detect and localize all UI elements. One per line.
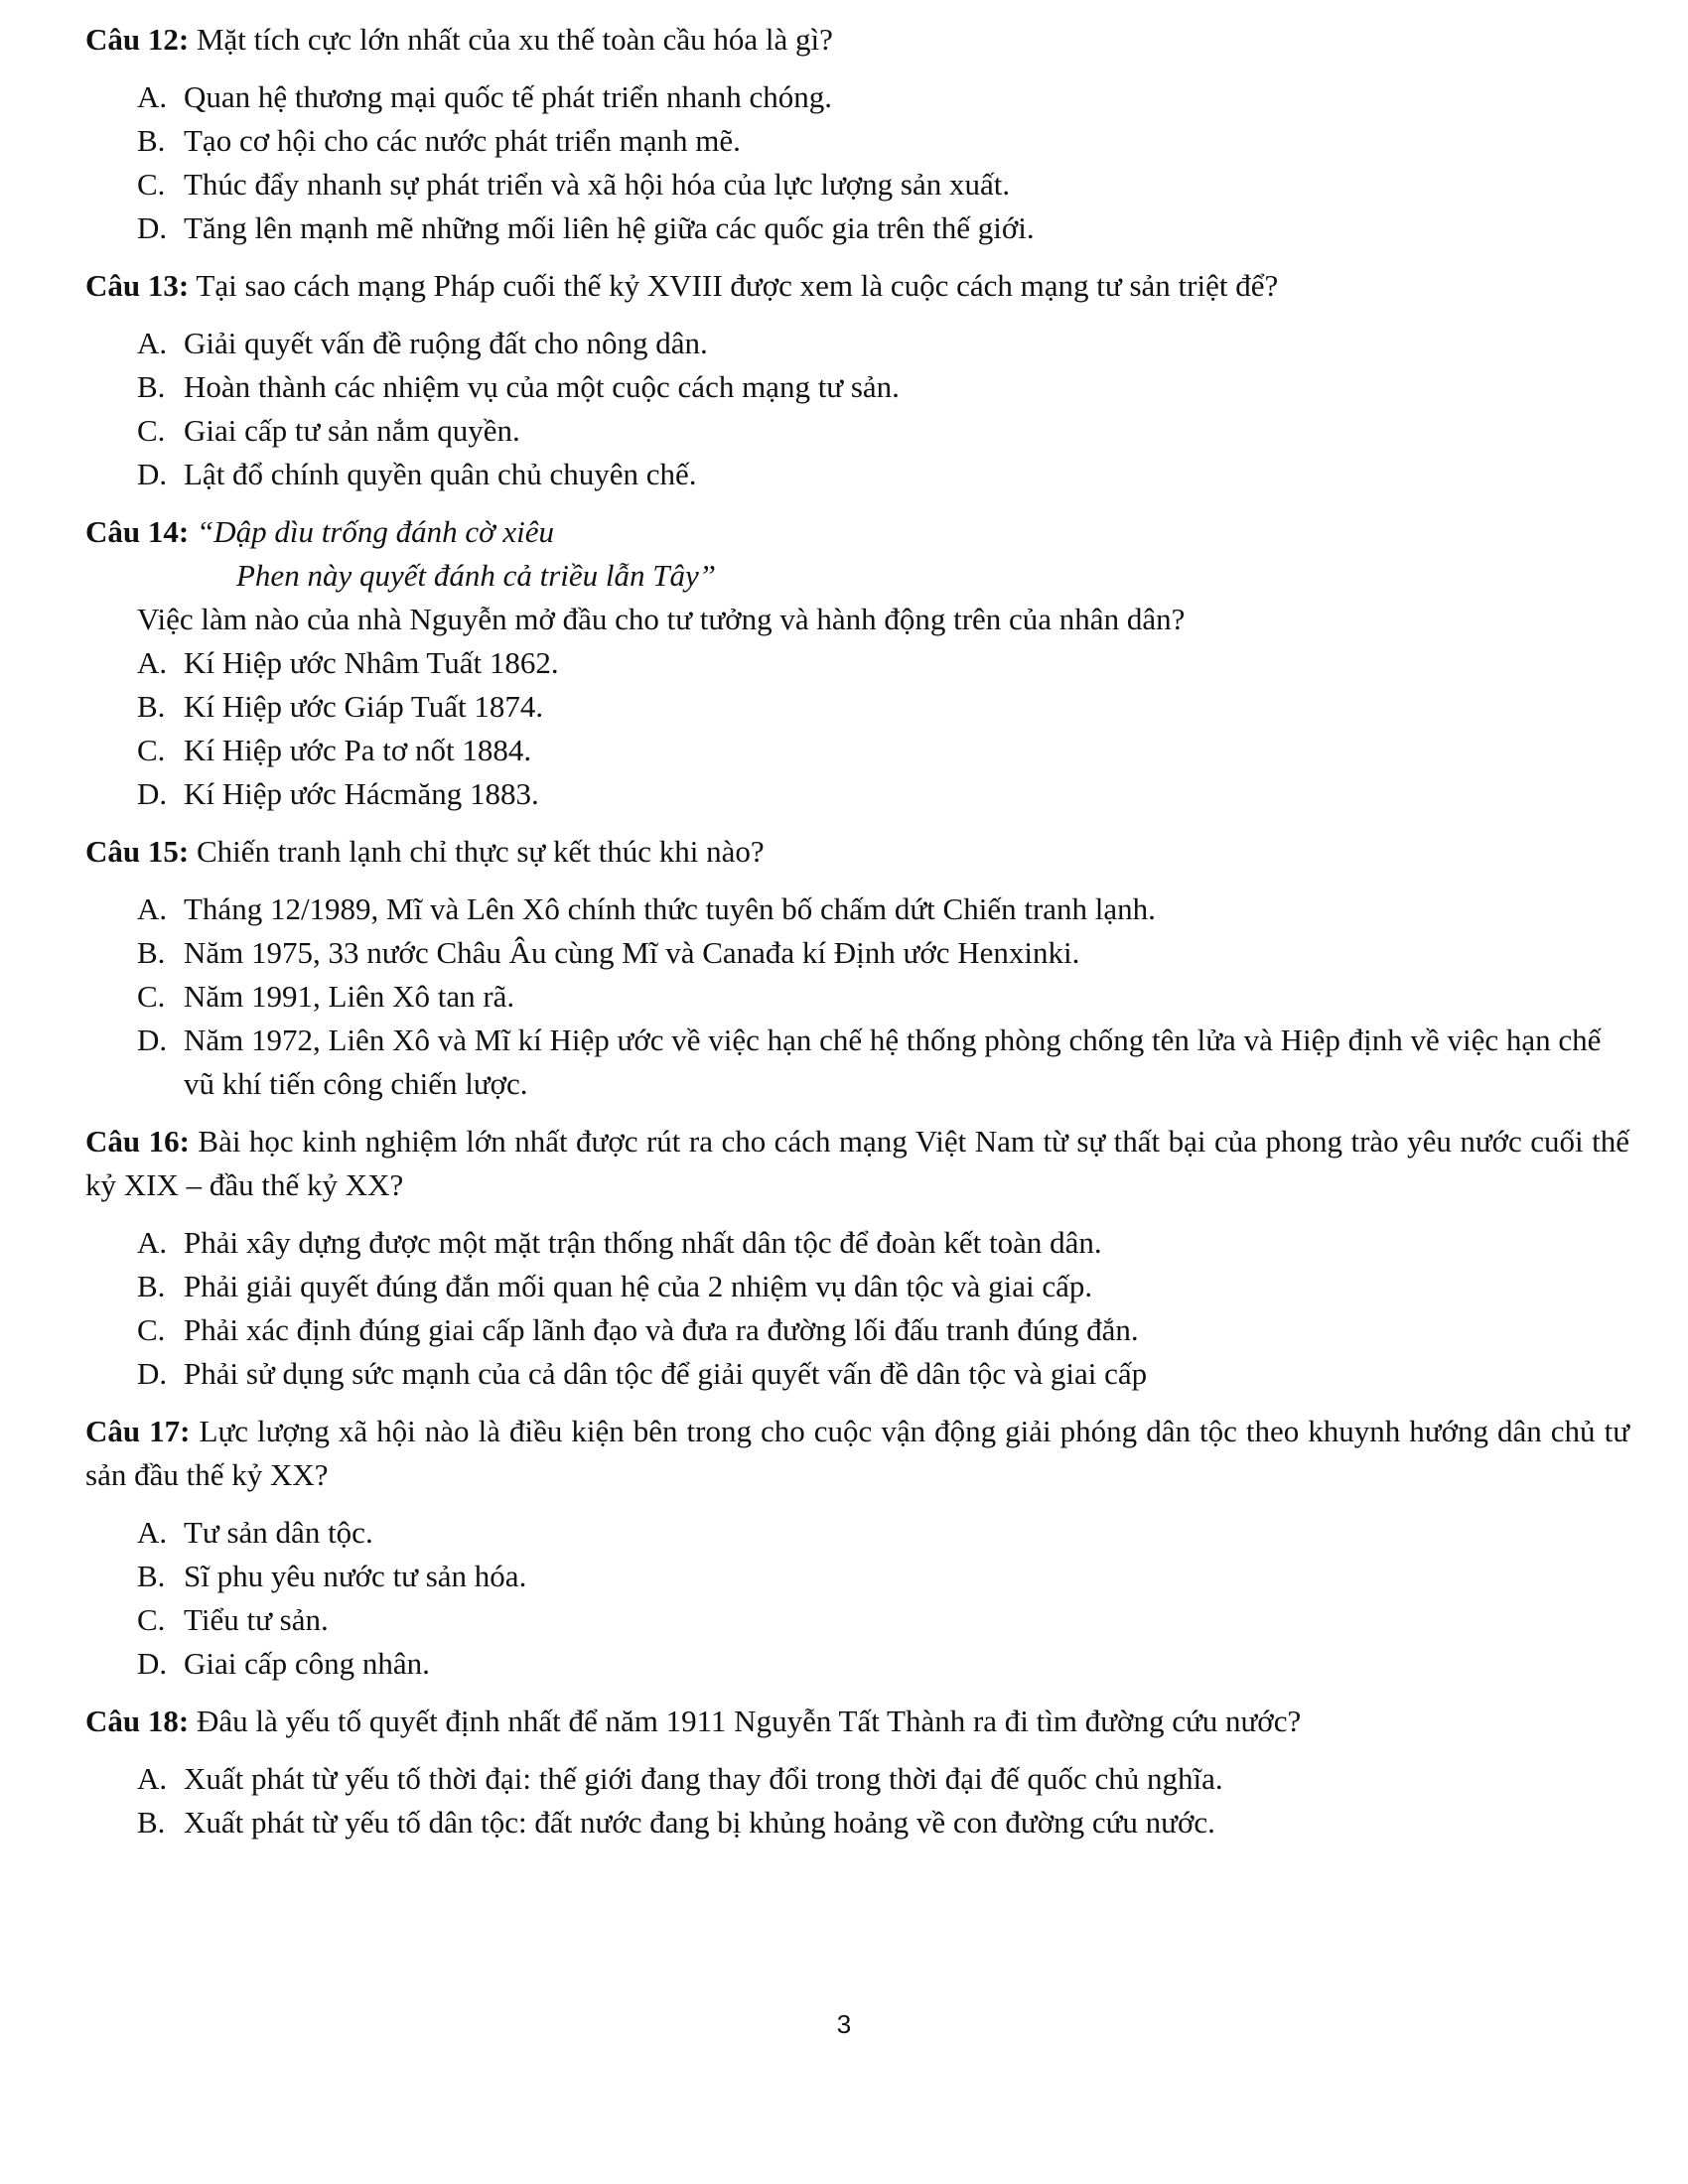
option-text: Tạo cơ hội cho các nước phát triển mạnh mẽ. — [184, 123, 741, 158]
option-a — [85, 1757, 1629, 1801]
option-letter: D. — [137, 1023, 168, 1057]
question-number: Câu 17: — [85, 1414, 191, 1448]
question-number: Câu 15: — [85, 834, 190, 869]
option-text: Năm 1991, Liên Xô tan rã. — [184, 979, 515, 1014]
option-letter: C. — [137, 167, 166, 202]
option-d — [85, 1642, 1629, 1686]
option-list — [85, 1757, 1629, 1844]
option-letter: A. — [137, 1225, 168, 1260]
question-stem — [85, 1120, 1629, 1207]
option-text: Xuất phát từ yếu tố thời đại: thế giới đang thay đổi trong thời đại đế quốc chủ nghĩa. — [184, 1761, 1223, 1796]
option-a — [85, 887, 1629, 931]
option-text: Kí Hiệp ước Hácmăng 1883. — [184, 776, 539, 811]
question-text: Lực lượng xã hội nào là điều kiện bên trong cho cuộc vận động giải phóng dân tộc theo khuynh hướng dân chủ tư sản đầu thế kỷ XX? — [85, 1414, 1630, 1492]
option-letter: D. — [137, 1646, 168, 1681]
option-text: Năm 1972, Liên Xô và Mĩ kí Hiệp ước về việc hạn chế hệ thống phòng chống tên lửa và Hiệp định về việc hạn chế vũ khí tiến công chiến lược. — [184, 1023, 1602, 1101]
question-stem — [85, 1700, 1629, 1743]
option-text: Phải xây dựng được một mặt trận thống nhất dân tộc để đoàn kết toàn dân. — [184, 1225, 1102, 1260]
option-b — [85, 1265, 1629, 1308]
option-a — [85, 641, 1629, 685]
question-text: Bài học kinh nghiệm lớn nhất được rút ra cho cách mạng Việt Nam từ sự thất bại của phong trào yêu nước cuối thế kỷ XIX – đầu thế kỷ XX? — [85, 1124, 1630, 1202]
option-text: Giải quyết vấn đề ruộng đất cho nông dân. — [184, 326, 708, 360]
question-14 — [85, 510, 1629, 816]
option-d — [85, 1352, 1629, 1396]
question-18 — [85, 1700, 1629, 1844]
option-b — [85, 685, 1629, 729]
option-list — [85, 641, 1629, 816]
option-text: Phải xác định đúng giai cấp lãnh đạo và đưa ra đường lối đấu tranh đúng đắn. — [184, 1312, 1139, 1347]
option-text: Tư sản dân tộc. — [184, 1515, 373, 1550]
poem-line-2: Phen này quyết đánh cả triều lẫn Tây” — [236, 558, 716, 593]
option-text: Quan hệ thương mại quốc tế phát triển nhanh chóng. — [184, 79, 833, 114]
option-c — [85, 729, 1629, 772]
option-text: Năm 1975, 33 nước Châu Âu cùng Mĩ và Canađa kí Định ước Henxinki. — [184, 935, 1080, 970]
option-letter: D. — [137, 457, 168, 491]
question-15 — [85, 830, 1629, 1106]
option-list — [85, 322, 1629, 496]
option-letter: B. — [137, 1559, 166, 1593]
option-d — [85, 453, 1629, 496]
question-number: Câu 14: — [85, 514, 190, 549]
option-text: Tiểu tư sản. — [184, 1602, 329, 1637]
option-a — [85, 1221, 1629, 1265]
option-letter: A. — [137, 79, 168, 114]
option-letter: B. — [137, 935, 166, 970]
option-text: Tháng 12/1989, Mĩ và Lên Xô chính thức tuyên bố chấm dứt Chiến tranh lạnh. — [184, 891, 1156, 926]
question-stem — [85, 1410, 1629, 1497]
question-text: Việc làm nào của nhà Nguyễn mở đầu cho tư tưởng và hành động trên của nhân dân? — [137, 602, 1186, 636]
option-letter: D. — [137, 210, 168, 245]
option-b — [85, 365, 1629, 409]
option-list — [85, 75, 1629, 250]
question-13 — [85, 264, 1629, 496]
option-b — [85, 931, 1629, 975]
option-d — [85, 1019, 1629, 1106]
option-c — [85, 1308, 1629, 1352]
question-stem — [85, 264, 1629, 308]
option-text: Kí Hiệp ước Nhâm Tuất 1862. — [184, 645, 559, 680]
option-text: Xuất phát từ yếu tố dân tộc: đất nước đang bị khủng hoảng về con đường cứu nước. — [184, 1805, 1215, 1840]
option-text: Hoàn thành các nhiệm vụ của một cuộc cách mạng tư sản. — [184, 369, 900, 404]
page-number: 3 — [836, 2009, 852, 2039]
option-list — [85, 887, 1629, 1106]
option-letter: D. — [137, 776, 168, 811]
option-text: Kí Hiệp ước Giáp Tuất 1874. — [184, 689, 544, 724]
option-text: Lật đổ chính quyền quân chủ chuyên chế. — [184, 457, 697, 491]
question-number: Câu 13: — [85, 268, 190, 303]
option-letter: B. — [137, 369, 166, 404]
option-letter: B. — [137, 123, 166, 158]
option-list — [85, 1221, 1629, 1396]
option-text: Phải giải quyết đúng đắn mối quan hệ của 2 nhiệm vụ dân tộc và giai cấp. — [184, 1269, 1093, 1303]
option-b — [85, 1555, 1629, 1598]
option-letter: B. — [137, 1805, 166, 1840]
option-letter: B. — [137, 1269, 166, 1303]
option-c — [85, 409, 1629, 453]
question-text: Mặt tích cực lớn nhất của xu thế toàn cầu hóa là gì? — [189, 22, 833, 57]
option-b — [85, 119, 1629, 163]
option-c — [85, 1598, 1629, 1642]
option-text: Phải sử dụng sức mạnh của cả dân tộc để giải quyết vấn đề dân tộc và giai cấp — [184, 1356, 1148, 1391]
question-17 — [85, 1410, 1629, 1686]
question-number: Câu 18: — [85, 1704, 190, 1738]
option-letter: A. — [137, 645, 168, 680]
option-letter: C. — [137, 733, 166, 767]
question-text: Tại sao cách mạng Pháp cuối thế kỷ XVIII được xem là cuộc cách mạng tư sản triệt để? — [189, 268, 1279, 303]
option-a — [85, 75, 1629, 119]
exam-page — [85, 18, 1629, 1858]
option-list — [85, 1511, 1629, 1686]
option-letter: A. — [137, 1761, 168, 1796]
question-12 — [85, 18, 1629, 250]
option-text: Kí Hiệp ước Pa tơ nốt 1884. — [184, 733, 532, 767]
option-letter: D. — [137, 1356, 168, 1391]
poem-line-1: “Dập dìu trống đánh cờ xiêu — [189, 514, 555, 549]
question-number: Câu 16: — [85, 1124, 190, 1159]
option-text: Sĩ phu yêu nước tư sản hóa. — [184, 1559, 527, 1593]
option-letter: C. — [137, 413, 166, 448]
option-letter: C. — [137, 979, 166, 1014]
option-text: Thúc đẩy nhanh sự phát triển và xã hội hóa của lực lượng sản xuất. — [184, 167, 1011, 202]
question-16 — [85, 1120, 1629, 1396]
option-text: Giai cấp tư sản nắm quyền. — [184, 413, 520, 448]
option-a — [85, 1511, 1629, 1555]
option-text: Tăng lên mạnh mẽ những mối liên hệ giữa các quốc gia trên thế giới. — [184, 210, 1035, 245]
option-letter: A. — [137, 326, 168, 360]
option-letter: C. — [137, 1602, 166, 1637]
option-text: Giai cấp công nhân. — [184, 1646, 430, 1681]
question-stem — [85, 18, 1629, 62]
question-text: Chiến tranh lạnh chỉ thực sự kết thúc khi nào? — [189, 834, 765, 869]
option-b — [85, 1801, 1629, 1844]
question-stem — [85, 830, 1629, 874]
option-d — [85, 772, 1629, 816]
option-c — [85, 975, 1629, 1019]
option-c — [85, 163, 1629, 206]
question-number: Câu 12: — [85, 22, 190, 57]
option-letter: C. — [137, 1312, 166, 1347]
poem-quote — [85, 510, 1629, 598]
option-letter: A. — [137, 1515, 168, 1550]
option-d — [85, 206, 1629, 250]
option-a — [85, 322, 1629, 365]
option-letter: A. — [137, 891, 168, 926]
option-letter: B. — [137, 689, 166, 724]
question-text: Đâu là yếu tố quyết định nhất để năm 1911 Nguyễn Tất Thành ra đi tìm đường cứu nước? — [189, 1704, 1302, 1738]
